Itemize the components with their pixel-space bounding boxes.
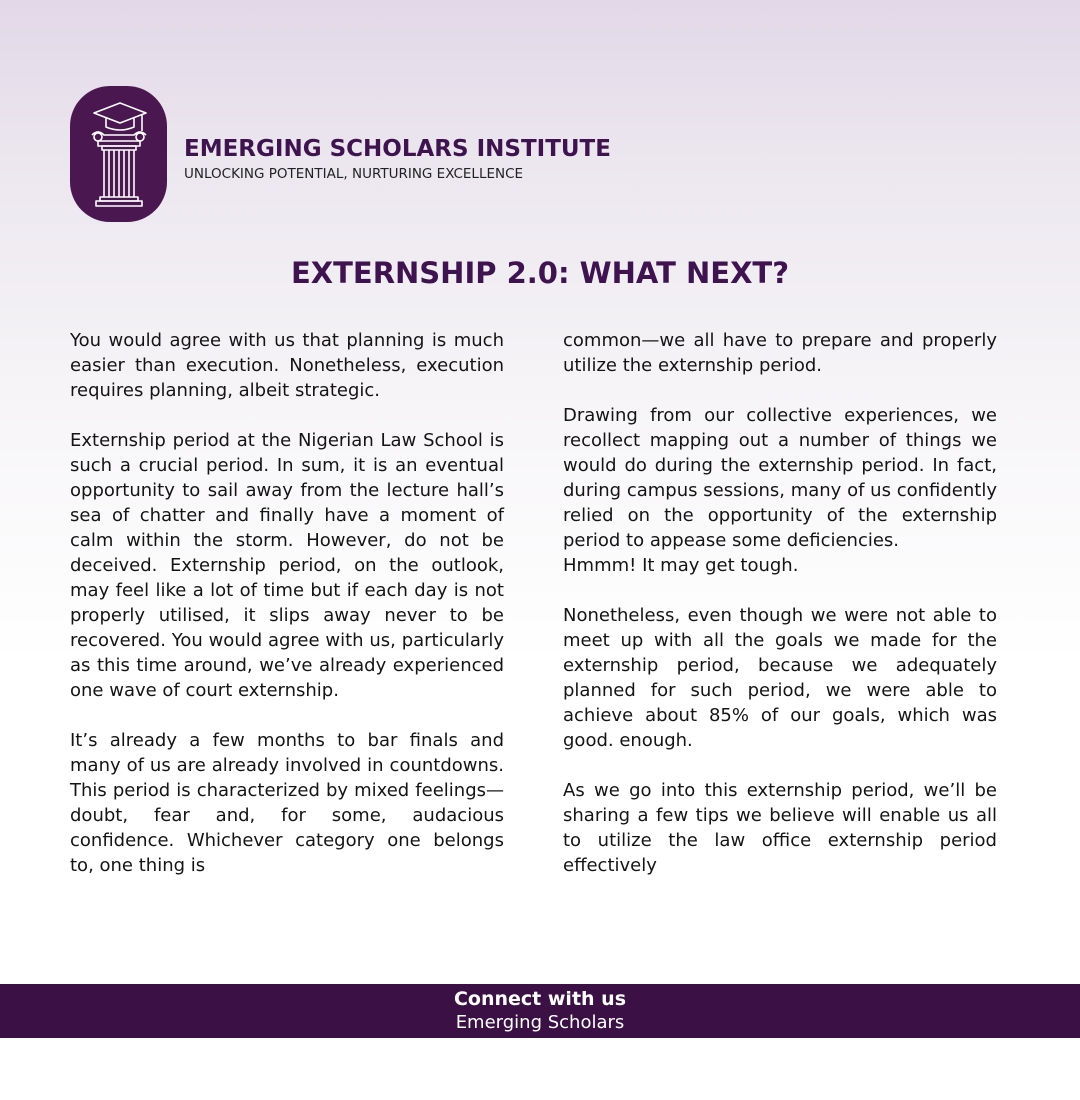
footer-banner [0, 984, 1080, 1038]
paragraph: common—we all have to prepare and properly utilize the externship period. [563, 330, 997, 376]
right-column [563, 328, 997, 903]
footer-handle: Emerging Scholars [455, 1012, 625, 1033]
brand-header [70, 86, 611, 222]
paragraph: Drawing from our collective experiences, we recollect mapping out a number of things we would do during the externship period. In fact, during campus sessions, many of us confidently relied on the opportunity of the externship period to appease some deficiencies. [563, 405, 997, 551]
logo-badge [70, 86, 167, 222]
article-title: EXTERNSHIP 2.0: WHAT NEXT? [290, 256, 790, 290]
paragraph: It’s already a few months to bar finals and many of us are already involved in countdowns. This period is characterized by mixed feelings—doubt, fear and, for some, audacious confidence. Whichever category one belongs to, one thing is [70, 730, 504, 876]
brand-text [184, 136, 611, 182]
paragraph: Nonetheless, even though we were not able to meet up with all the goals we made for the externship period, because we adequately planned for such period, we were able to achieve about 85% of our goals, which was good. enough. [563, 605, 997, 751]
paragraph: Hmmm! It may get tough. [563, 555, 799, 576]
left-column [70, 328, 504, 903]
paragraph: Externship period at the Nigerian Law School is such a crucial period. In sum, it is an eventual opportunity to sail away from the lecture hall’s sea of chatter and finally have a moment of calm within the storm. However, do not be deceived. Externship period, on the outlook, may feel like a lot of time but if each day is not properly utilised, it slips away never to be recovered. You would agree with us, particularly as this time around, we’ve already experienced one wave of court externship. [70, 430, 504, 701]
paragraph: As we go into this externship period, we’ll be sharing a few tips we believe will enable us all to utilize the law office externship period effectively [563, 780, 997, 876]
footer-heading: Connect with us [453, 988, 627, 1010]
institute-tagline: UNLOCKING POTENTIAL, NURTURING EXCELLENCE [184, 166, 524, 182]
graduation-pillar-icon [84, 99, 154, 209]
institute-name: EMERGING SCHOLARS INSTITUTE [184, 136, 611, 162]
paragraph: You would agree with us that planning is much easier than execution. Nonetheless, execution requires planning, albeit strategic. [70, 330, 504, 401]
